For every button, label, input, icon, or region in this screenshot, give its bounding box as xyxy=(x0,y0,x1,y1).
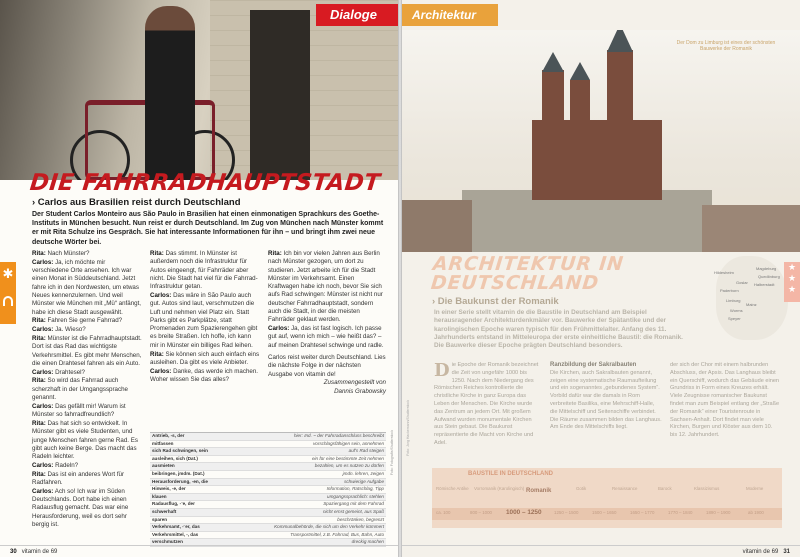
section-tab: Dialoge xyxy=(316,4,398,26)
map-label: Goslar xyxy=(736,280,748,285)
map-label: Worms xyxy=(730,308,743,313)
text-column-1 xyxy=(434,362,542,448)
vocab-word: ausleihen, sich (Dat.) xyxy=(152,455,198,461)
column-text: ie Epoche der Romanik bezeichnet die Zeit von ungefähr 1000 bis 1250. Nach dem Niedergang des Römischen Reiches kontrollierte die christliche Kirche in ganz Europa das Leben der Menschen. Die Kirche wurde das Zentrum an jedem Ort. Mit großem Aufwand wurden monumentale Kirchen aus Stein gebaut. Die Baukunst repräsentierte die Macht von Kirche und Adel. xyxy=(434,362,539,446)
star-icon: ✱ xyxy=(2,266,14,281)
timeline-title: BAUSTILE IN DEUTSCHLAND xyxy=(468,471,553,477)
vocab-word: ausmieten xyxy=(152,463,175,469)
vocab-row xyxy=(150,433,386,441)
text-column-2 xyxy=(550,362,662,432)
section-tab: Architektur xyxy=(402,4,498,26)
map-label: Paderborn xyxy=(720,288,739,293)
map-label: Halberstadt xyxy=(754,282,775,287)
dialogue-line: Rita: Nach Münster? xyxy=(32,250,90,257)
vocab-row xyxy=(150,494,386,502)
dialogue-column-2 xyxy=(150,250,260,385)
vocab-word: beibringen, jmdm. (Dat.) xyxy=(152,470,205,476)
vocab-definition: Transportmittel, z.B. Fahrrad, Bus, Bahn, Auto xyxy=(290,531,384,537)
timeline-epoch: Romanik xyxy=(526,488,552,494)
vocab-word: sich Rad schwingen, sein xyxy=(152,448,208,454)
vocab-definition: nicht ernst gemeint, aus Spaß xyxy=(322,508,384,514)
timeline-epoch: Barock xyxy=(658,486,672,491)
vocab-row xyxy=(150,501,386,509)
timeline-year: 1770 – 1840 xyxy=(668,510,693,515)
vocab-row xyxy=(150,524,386,532)
vocab-row xyxy=(150,479,386,487)
vocab-row xyxy=(150,441,386,449)
vocab-row xyxy=(150,471,386,479)
vocab-definition: vorschlagsfähigen sein, annehmen xyxy=(313,440,384,446)
student-figure xyxy=(145,6,195,180)
dialogue-line: Carlos: Drahtesel? xyxy=(32,368,85,376)
timeline-year: 1250 – 1500 xyxy=(554,510,579,515)
vocab-word: mitfassen xyxy=(152,440,174,446)
article-subhead: › Die Baukunst der Romanik xyxy=(432,296,559,307)
dialogue-line: Carlos: Das wäre in São Paulo auch gut. Autos sind laut, verschmutzen die Luft und nehmen viel Platz ein. Statt Parks gibt es Parkplätze, statt Promenaden zum Spazierengehen gibt es breite Straßen. Ich hoffe, ich kann mir in Münster ein billiges Rad leihen. xyxy=(150,291,258,349)
page-number: 31 xyxy=(783,549,790,555)
style-timeline xyxy=(432,468,782,528)
timeline-year: ab 1900 xyxy=(748,510,764,515)
star-icon: ★ xyxy=(787,284,797,294)
article-headline: ARCHITEKTUR IN DEUTSCHLAND xyxy=(429,253,625,294)
vocab-word: verschmutzen xyxy=(152,539,183,545)
column-text: Die Kirchen, auch Sakralbauten genannt, zeigen eine systematische Raumaufteilung und ein sogenanntes „gebundenes System“. Vorbild dafür war die damals in Rom verbreitete Basilika, eine Mehrschiff-Halle, die Mittelschiff und Seitenschiffe verbindet. Die Räume zusammen bilden das Langhaus. Am Ende des Mittelschiffs liegt. xyxy=(550,369,662,431)
vocab-definition: Spaziergang mit dem Fahrrad xyxy=(323,501,384,507)
dialogue-line: Rita: Münster ist die Fahrradhauptstadt. Dort ist das Rad das wichtigste Verkehrsmittel. Es gibt mehr Menschen, die einen Drahtesel fahren als ein Auto. xyxy=(32,334,142,367)
spire xyxy=(570,62,590,80)
vocab-word: Verkehrsamt, -¨er, das xyxy=(152,524,200,530)
timeline-year: ca. 100 xyxy=(436,510,451,515)
dialogue-line: Carlos: Das gefällt mir! Warum ist Münster so fahrradfreundlich? xyxy=(32,402,126,419)
arc-icon xyxy=(3,296,13,306)
left-page xyxy=(0,0,398,557)
photo-credit: Foto: Fotografie/Shutterstock xyxy=(390,430,394,476)
dialogue-column-3 xyxy=(268,250,386,397)
map-label: Mainz xyxy=(746,302,757,307)
author-name: Dannis Grabowsky xyxy=(334,388,386,396)
photo-caption: Der Dom zu Limburg ist eines der schönsten Bauwerke der Romanik xyxy=(676,40,776,52)
dialogue-column-1 xyxy=(32,250,142,530)
vocab-definition: umgangssprachlich: stehlen xyxy=(327,493,384,499)
timeline-year: 800 – 1000 xyxy=(470,510,492,515)
vocab-row xyxy=(150,517,386,525)
timeline-year: 1000 – 1250 xyxy=(506,509,542,516)
photo-credit: Foto: Jorg Hackemann/Shutterstock xyxy=(406,400,410,456)
dialogue-line: Rita: Das ist ein anderes Wort für Radfahren. xyxy=(32,470,125,487)
dialogue-line: Carlos: Ja. Wieso? xyxy=(32,326,86,334)
side-strip xyxy=(0,262,16,324)
dark-doorway xyxy=(250,10,310,180)
vocab-word: Hinweis, -e, der xyxy=(152,486,186,492)
dialogue-line: Rita: Fahren Sie gerne Fahrrad? xyxy=(32,317,123,325)
cathedral-photo xyxy=(402,30,800,252)
vocab-word: Verkehrsmittel, -, das xyxy=(152,531,199,537)
star-icon: ★ xyxy=(787,262,797,272)
vocab-word: Radausflug, -¨e, der xyxy=(152,501,195,507)
article-intro: In einer Serie stellt vitamin de die Baustile in Deutschland am Beispiel herausragender Architekturdenkmäler vor. Bauwerke der Spätantike und der karolingischen Epoche waren typisch für den Frühmittelalter. Anfang des 11. Jahrhunderts entstand in Mitteleuropa der erste einheitliche Baustil: die Romanik. Die Bauwerke dieser Epoche prägten Deutschland besonders. xyxy=(434,309,683,350)
vocab-word: schwerhaft xyxy=(152,508,177,514)
magazine-name: vitamin de 69 xyxy=(742,549,779,555)
drop-cap: D xyxy=(434,360,450,381)
house-roofs xyxy=(702,205,800,252)
map-label: Speyer xyxy=(728,316,741,321)
timeline-year: 1500 – 1650 xyxy=(592,510,617,515)
timeline-epoch: Vorromanik (Karolingisch) xyxy=(474,486,525,491)
map-label: Magdeburg xyxy=(756,266,777,271)
vocab-row xyxy=(150,486,386,494)
vocab-definition: jmdn. lehren, zeigen xyxy=(342,470,384,476)
vocab-definition: schwierige Aufgabe xyxy=(344,478,384,484)
dialogue-line: Rita: Sie können sich auch einfach eins ausleihen. Da gibt es viele Anbieter. xyxy=(150,350,260,366)
vocabulary-table xyxy=(150,432,386,547)
left-footer xyxy=(0,545,398,557)
timeline-year: 1650 – 1770 xyxy=(630,510,655,515)
vocab-word: Herausforderung, -en, die xyxy=(152,478,208,484)
article-headline: DIE FAHRRADHAUPTSTADT xyxy=(28,170,382,196)
page-number: 30 xyxy=(10,549,17,555)
dialogue-line: Rita: So wird das Fahrrad auch scherzhaft in der Umgangssprache genannt. xyxy=(32,377,128,402)
vocab-row xyxy=(150,448,386,456)
star-icon: ★ xyxy=(787,273,797,283)
vocab-definition: auf's Rad steigen xyxy=(348,448,384,454)
vocab-definition: hier: Ind. ~ der Fahrradanschluss beschreibt xyxy=(293,433,384,438)
article-intro: Der Student Carlos Monteiro aus São Paulo in Brasilien hat einen einmonatigen Sprachkurs des Goethe-Instituts in München besucht. Nun reist er durch Deutschland. Im Zug von München nach Münster kommt er mit Rita Schulze ins Gespräch. Sie hat interessante Informationen für ihn – und bringt ihm zwei neue deutsche Wörter bei. xyxy=(32,211,384,246)
vocab-definition: beschränken, begrenzt xyxy=(337,516,384,522)
timeline-epoch: Renaissance xyxy=(612,486,638,491)
germany-map xyxy=(706,254,794,342)
timeline-epoch: Gotik xyxy=(576,486,587,491)
column-heading: Ranzbildung der Sakralbauten xyxy=(550,362,637,368)
author-line: Zusammengestellt von xyxy=(323,379,386,387)
vocab-word: klauen xyxy=(152,493,167,499)
timeline-epoch: Römische Antike xyxy=(436,486,469,491)
dialogue-line: Carlos: Danke, das werde ich machen. Woher wissen Sie das alles? xyxy=(150,367,259,383)
vocab-row xyxy=(150,509,386,517)
right-footer xyxy=(402,545,800,557)
timeline-epoch: Moderne xyxy=(746,486,764,491)
vocab-definition: ein für eine bestimmte Zeit nehmen xyxy=(311,455,384,461)
cyclist-photo xyxy=(0,0,398,180)
cathedral-tower xyxy=(607,50,633,200)
magazine-name: vitamin de 69 xyxy=(21,549,58,555)
spire xyxy=(607,30,633,52)
vocab-row xyxy=(150,456,386,464)
text-column-3 xyxy=(670,362,780,440)
vocab-word: sparen xyxy=(152,516,168,522)
closing-text: Carlos reist weiter durch Deutschland. Lies die nächste Folge in der nächsten Ausgabe von vitamin de! xyxy=(268,354,386,378)
column-text: der sich der Chor mit einem halbrunden Abschluss, der Apsis. Das Langhaus bleibt ein Querschiff, wodurch das Gebäude einen Grundriss in Form eines Kreuzes erhält. Viele Zeugnisse romanischer Baukunst findet man zum Beispiel entlang der „Straße der Romanik“ einer Touristenroute in Sachsen-Anhalt. Dort findet man viele Kirchen, Burgen und Klöster aus dem 10. bis 12. Jahrhundert. xyxy=(670,362,780,439)
cathedral-tower xyxy=(570,80,590,200)
timeline-epoch: Klassizismus xyxy=(694,486,720,491)
vocab-definition: dreckig machen xyxy=(351,539,384,545)
article-subhead: › Carlos aus Brasilien reist durch Deutschland xyxy=(32,197,241,208)
dialogue-line: Rita: Das hat sich so entwickelt. In Münster gibt es viele Studenten, und junge Menschen fahren gerne Rad. Es gibt auch keine Berge. Das macht das Radeln leichter. xyxy=(32,419,138,461)
vocab-definition: Information, Ratschlag, Tipp xyxy=(326,486,384,492)
cathedral-tower xyxy=(542,70,564,200)
right-page xyxy=(402,0,800,557)
vocab-definition: bezahlen, um es nutzen zu dürfen xyxy=(314,463,384,469)
vocab-row xyxy=(150,463,386,471)
house-roofs xyxy=(402,200,472,252)
vocab-definition: Kommunalbehörde, die sich um den Verkehr kümmert xyxy=(274,524,384,530)
dialogue-line: Carlos: Ach so! Ich war im Süden Deutschlands. Dort habe ich einen Radausflug gemacht. Das war eine Herausforderung, weil es dort sehr bergig ist. xyxy=(32,487,129,528)
dialogue-line: Carlos: Radeln? xyxy=(32,461,79,469)
dialogue-line: Carlos: Ja, das ist fast logisch. Ich passe gut auf, wenn ich mich – wie heißt das? – auf meinen Drahtesel schwinge und radle. xyxy=(268,325,384,349)
spire xyxy=(542,52,564,72)
map-label: Quedlinburg xyxy=(758,274,780,279)
vocab-row xyxy=(150,532,386,540)
timeline-year: 1890 – 1900 xyxy=(706,510,731,515)
dialogue-line: Rita: Das stimmt. In Münster ist außerdem noch die Infrastruktur für Autos eingeengt, für Fahrräder aber nicht. Die Stadt hat viel für die Fahrrad-Infrastruktur getan. xyxy=(150,250,258,291)
map-label: Hildesheim xyxy=(714,270,734,275)
star-strip xyxy=(784,262,800,302)
dialogue-line: Carlos: Ja, ich möchte mir verschiedene Orte ansehen. Ich war einen Monat in Süddeutschland. Jetzt fahre ich in den Nordwesten, um etwas Neues kennenzulernen. Und weil Münster wie München mit „Mü“ anfängt, habe ich diese Stadt ausgewählt. xyxy=(32,258,142,316)
dialogue-line: Rita: Ich bin vor vielen Jahren aus Berlin nach Münster gezogen, um dort zu studieren. Jetzt arbeite ich für die Stadt Münster im Verkehrsamt. Einen Kraftwagen habe ich noch, bevor Sie sich aufs Rad schwingen: Münster ist nicht nur deutscher Fahrradhauptstadt, sondern auch die Stadt, in der die meisten Fahrräder geklaut werden. xyxy=(268,250,383,324)
map-label: Limburg xyxy=(726,298,741,303)
vocab-word: Antrieb, -s, der xyxy=(152,433,185,438)
